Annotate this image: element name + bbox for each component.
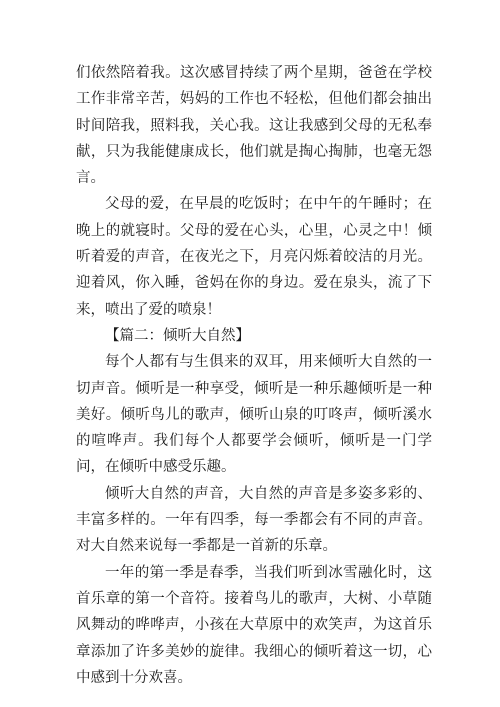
paragraph-listening-intro: 每个人都有与生俱来的双耳，用来倾听大自然的一切声音。倾听是一种享受，倾听是一种乐趣倾听是一种美好。倾听鸟儿的歌声，倾听山泉的叮咚声，倾听溪水的喧哗声。我们每个人都要学会倾听，倾听是一门学问，在倾听中感受乐趣。 [76, 354, 432, 476]
document-body [76, 60, 432, 691]
paragraph-parents-love: 父母的爱，在早晨的吃饭时；在中午的午睡时；在晚上的就寝时。父母的爱在心头，心里，心灵之中！倾听着爱的声音，在夜光之下，月亮闪烁着皎洁的月光。迎着风，你入睡，爸妈在你的身边。爱在泉头，流了下来，喷出了爱的喷泉！ [76, 196, 432, 318]
paragraph-spring: 一年的第一季是春季，当我们听到冰雪融化时，这首乐章的第一个音符。接着鸟儿的歌声，大树、小草随风舞动的哗哗声，小孩在大草原中的欢笑声，为这首乐章添加了许多美妙的旋律。我细心的倾听着这一切，心中感到十分欢喜。 [76, 564, 432, 686]
section-heading: 【篇二：倾听大自然】 [105, 327, 250, 344]
paragraph-continuation: 们依然陪着我。这次感冒持续了两个星期，爸爸在学校工作非常辛苦，妈妈的工作也不轻松，但他们都会抽出时间陪我，照料我，关心我。这让我感到父母的无私奉献，只为我能健康成长，他们就是掏心掏肺，也毫无怨言。 [76, 65, 432, 187]
paragraph-nature-sounds: 倾听大自然的声音，大自然的声音是多姿多彩的、丰富多样的。一年有四季，每一季都会有不同的声音。对大自然来说每一季都是一首新的乐章。 [76, 485, 432, 555]
